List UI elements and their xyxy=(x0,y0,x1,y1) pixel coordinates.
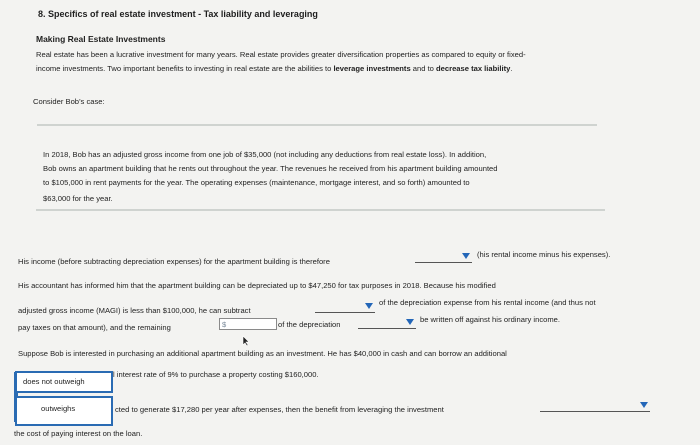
q2-line-3c: be written off against his ordinary income. xyxy=(420,315,560,324)
chevron-down-icon xyxy=(462,253,470,259)
case-line-2: Bob owns an apartment building that he rents out throughout the year. The revenues he received from his apartment building amounted xyxy=(43,164,498,173)
q3-line-2-tail: l interest rate of 9% to purchase a property costing $160,000. xyxy=(113,370,319,379)
intro-line-1: Real estate has been a lucrative investment for many years. Real estate provides greater diversification properties as compared to equity or fixed- xyxy=(36,50,526,59)
menu-option-outweighs[interactable]: outweighs xyxy=(15,396,113,426)
q2-line-2a: adjusted gross income (MAGI) is less than $100,000, he can subtract xyxy=(18,306,251,315)
case-top-divider xyxy=(37,124,597,126)
case-line-1: In 2018, Bob has an adjusted gross income from one job of $35,000 (not including any deductions from real estate loss). In addition, xyxy=(43,150,487,159)
menu-option-does-not-outweigh[interactable]: does not outweigh xyxy=(15,371,113,393)
intro-line-2 xyxy=(36,62,512,75)
q1-text: His income (before subtracting depreciation expenses) for the apartment building is therefore xyxy=(18,257,330,266)
q3-line-5: the cost of paying interest on the loan. xyxy=(14,429,143,438)
intro-text-mid: and to xyxy=(410,64,437,73)
case-label: Consider Bob’s case: xyxy=(33,97,105,106)
intro-text-end: . xyxy=(510,64,513,73)
subsection-title: Making Real Estate Investments xyxy=(36,34,166,44)
remaining-depreciation-input[interactable]: $ xyxy=(219,318,277,330)
case-line-4: $63,000 for the year. xyxy=(43,194,113,203)
q2-line-3a: pay taxes on that amount), and the remaining xyxy=(18,323,171,332)
chevron-down-icon xyxy=(406,319,414,325)
subtract-amount-dropdown[interactable] xyxy=(315,301,375,313)
case-line-3: to $105,000 in rent payments for the year. The operating expenses (maintenance, mortgage interest, and so forth) amounted to xyxy=(43,178,470,187)
q2-line-2b: of the depreciation expense from his rental income (and thus not xyxy=(379,298,596,307)
chevron-down-icon xyxy=(640,402,648,408)
income-dropdown[interactable] xyxy=(415,251,472,263)
intro-bold-tax: decrease tax liability xyxy=(436,64,511,73)
q2-line-1: His accountant has informed him that the apartment building can be depreciated up to $47,250 for tax purposes in 2018. Because his modified xyxy=(18,281,496,290)
q2-line-3b: of the depreciation xyxy=(278,320,341,329)
q3-line-4-tail: cted to generate $17,280 per year after expenses, then the benefit from leveraging the investment xyxy=(115,405,444,414)
case-bottom-divider xyxy=(36,209,605,211)
can-cannot-dropdown[interactable] xyxy=(358,317,416,329)
intro-bold-leverage: leverage investments xyxy=(333,64,411,73)
section-title: 8. Specifics of real estate investment - Tax liability and leveraging xyxy=(38,9,318,19)
mouse-cursor-icon xyxy=(242,335,250,347)
chevron-down-icon xyxy=(365,303,373,309)
q1-suffix: (his rental income minus his expenses). xyxy=(477,250,611,259)
intro-text: income investments. Two important benefits to investing in real estate are the abilities to xyxy=(36,64,334,73)
leverage-benefit-dropdown[interactable] xyxy=(540,400,650,412)
q3-line-1: Suppose Bob is interested in purchasing an additional apartment building as an investment. He has $40,000 in cash and can borrow an additional xyxy=(18,349,507,358)
